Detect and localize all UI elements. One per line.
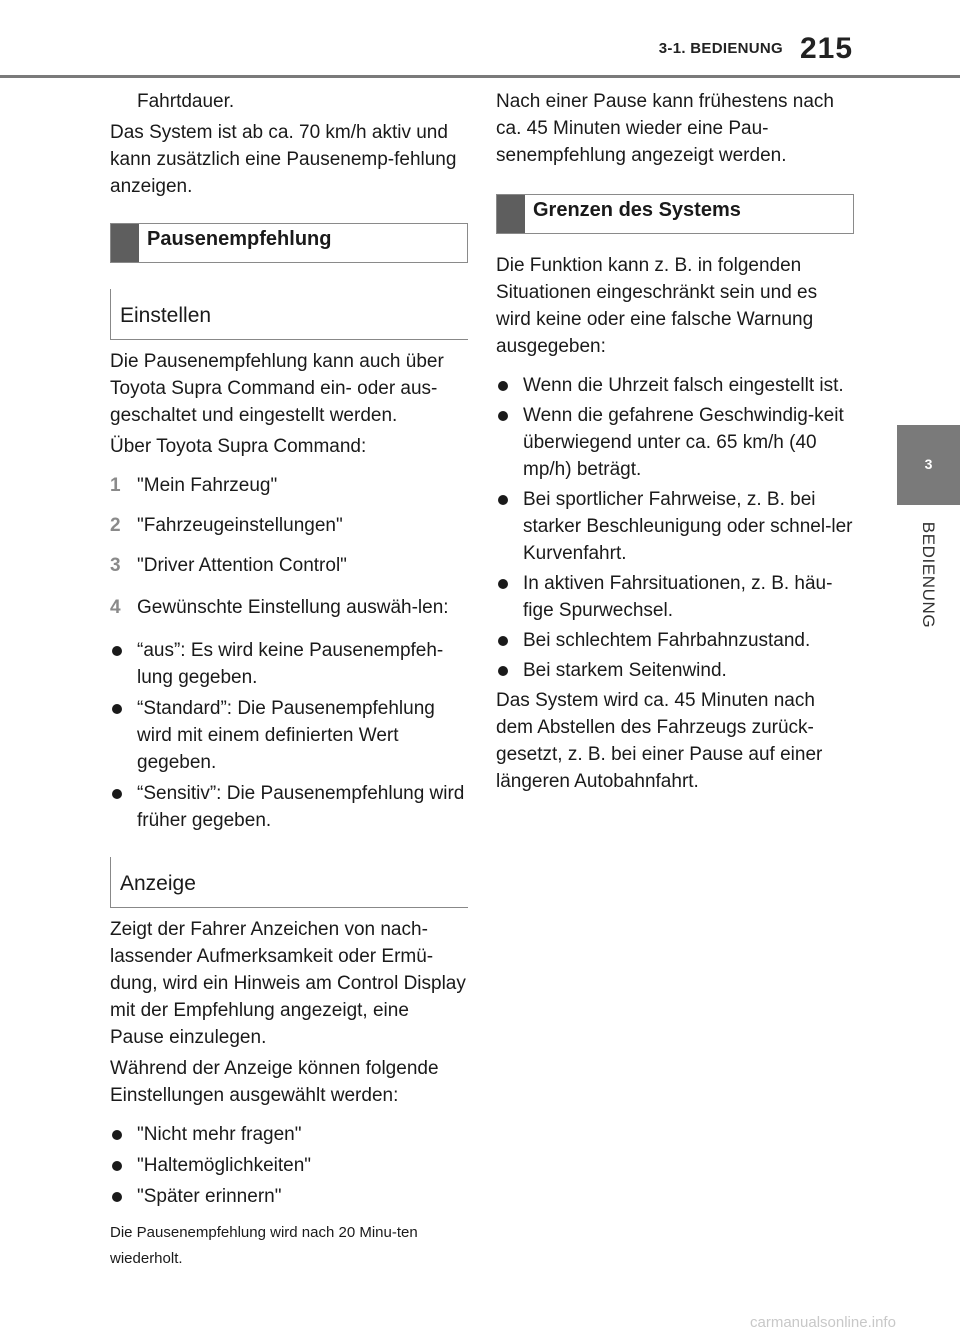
intro-paragraph: Das System ist ab ca. 70 km/h aktiv und kann zusätzlich eine Pausenemp-fehlung anzeigen. (110, 122, 457, 197)
step-item (110, 592, 468, 624)
step-number: 1 (110, 475, 121, 496)
limits-list (496, 372, 854, 684)
list-item (110, 1152, 468, 1179)
paragraph: Zeigt der Fahrer Anzeichen von nach-lassender Aufmerksamkeit oder Ermü-dung, wird ein Hinweis am Control Display mit der Empfehlung angezeigt, eine Pause einzulegen. (110, 919, 466, 1048)
list-item-text: “Sensitiv”: Die Pausenempfehlung wird früher gegeben. (137, 783, 465, 831)
list-item (110, 695, 468, 776)
step-text: "Mein Fahrzeug" (137, 475, 278, 496)
list-item (496, 372, 854, 399)
list-item-text: Wenn die Uhrzeit falsch eingestellt ist. (523, 375, 844, 396)
header-divider (0, 75, 960, 78)
paragraph: Die Pausenempfehlung kann auch über Toyota Supra Command ein- oder aus-geschaltet und eingestellt werden. (110, 351, 444, 426)
paragraph: Die Funktion kann z. B. in folgenden Situationen eingeschränkt sein und es wird keine oder eine falsche Warnung ausgegeben: (496, 255, 818, 357)
list-item-text: Bei schlechtem Fahrbahnzustand. (523, 630, 811, 651)
paragraph: Das System wird ca. 45 Minuten nach dem Abstellen des Fahrzeugs zurück-gesetzt, z. B. bei einer Pause auf einer längeren Autobahnfahrt. (496, 690, 823, 792)
bullet-icon (498, 495, 508, 505)
step-number: 2 (110, 515, 121, 536)
step-item (110, 512, 468, 539)
step-text: "Fahrzeugeinstellungen" (137, 515, 343, 536)
list-item (110, 637, 468, 691)
bullet-icon (498, 381, 508, 391)
list-item (496, 627, 854, 654)
list-item (110, 1121, 468, 1148)
paragraph: Während der Anzeige können folgende Einstellungen ausgewählt werden: (110, 1058, 439, 1106)
intro-continuation: Fahrtdauer. (137, 91, 235, 112)
watermark[interactable]: carmanualsonline.info (750, 1314, 896, 1331)
bullet-icon (498, 636, 508, 646)
chapter-tab[interactable]: 3 (897, 425, 960, 505)
list-item-text: “Standard”: Die Pausenempfehlung wird mit einem definierten Wert gegeben. (137, 698, 435, 773)
bullet-icon (498, 666, 508, 676)
bullet-icon (112, 646, 122, 656)
intro-paragraph: Nach einer Pause kann frühestens nach ca. 45 Minuten wieder eine Pau-senempfehlung angezeigt werden. (496, 91, 834, 166)
list-item-text: Bei sportlicher Fahrweise, z. B. bei starker Beschleunigung oder schnel-ler Kurvenfahrt. (523, 489, 853, 564)
step-number: 4 (110, 597, 121, 618)
heading-text: Grenzen des Systems (533, 199, 741, 221)
step-text: "Driver Attention Control" (137, 555, 347, 576)
list-item (110, 780, 468, 834)
section-heading-grenzen (496, 194, 854, 234)
choice-list (110, 1121, 468, 1210)
heading-text: Pausenempfehlung (147, 228, 332, 250)
bullet-icon (112, 789, 122, 799)
left-column (110, 88, 468, 1272)
bullet-icon (112, 704, 122, 714)
subheading-einstellen: Einstellen (110, 289, 468, 340)
paragraph: Über Toyota Supra Command: (110, 436, 367, 457)
heading-bar (497, 195, 525, 233)
chapter-side-label: BEDIENUNG (919, 521, 938, 629)
bullet-icon (498, 411, 508, 421)
list-item (496, 402, 854, 483)
list-item-text: Bei starkem Seitenwind. (523, 660, 727, 681)
bullet-icon (112, 1192, 122, 1202)
right-column (496, 88, 854, 799)
list-item-text: "Später erinnern" (137, 1186, 282, 1207)
list-item (496, 657, 854, 684)
list-item-text: Wenn die gefahrene Geschwindig-keit überwiegend unter ca. 65 km/h (40 mp/h) beträgt. (523, 405, 844, 480)
option-list (110, 637, 468, 834)
list-item (110, 1183, 468, 1210)
list-item-text: “aus”: Es wird keine Pausenempfeh-lung gegeben. (137, 640, 444, 688)
step-item (110, 472, 468, 499)
note-text: Die Pausenempfehlung wird nach 20 Minu-ten wiederholt. (110, 1224, 418, 1267)
list-item (496, 570, 854, 624)
page-number: 215 (800, 32, 854, 65)
subheading-anzeige: Anzeige (110, 857, 468, 908)
bullet-icon (498, 579, 508, 589)
list-item (496, 486, 854, 567)
list-item-text: In aktiven Fahrsituationen, z. B. häu-fige Spurwechsel. (523, 573, 833, 621)
step-text: Gewünschte Einstellung auswäh-len: (137, 597, 449, 618)
list-item-text: "Haltemöglichkeiten" (137, 1155, 312, 1176)
bullet-icon (112, 1161, 122, 1171)
list-item-text: "Nicht mehr fragen" (137, 1124, 302, 1145)
bullet-icon (112, 1130, 122, 1140)
heading-bar (111, 224, 139, 262)
step-number: 3 (110, 555, 121, 576)
section-title: 3-1. BEDIENUNG (658, 40, 783, 57)
step-item (110, 552, 468, 579)
section-heading-pausenempfehlung (110, 223, 468, 263)
